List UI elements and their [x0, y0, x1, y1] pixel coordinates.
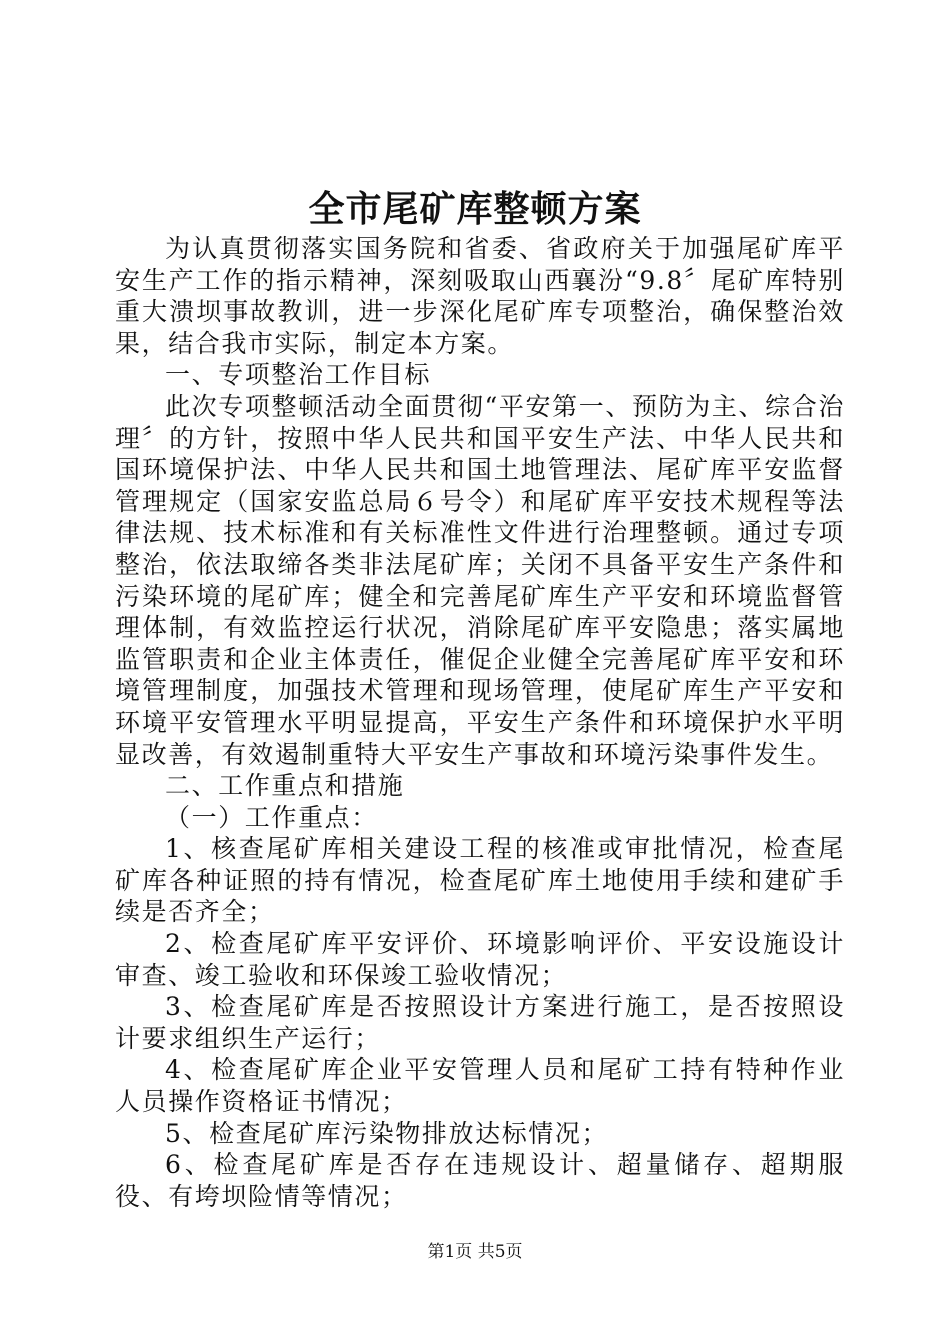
- document-title: 全市尾矿库整顿方案: [308, 188, 642, 230]
- section-1-paragraph: 此次专项整顿活动全面贯彻“平安第一、预防为主、综合治理〞的方针，按照中华人民共和国平安生产法、中华人民共和国环境保护法、中华人民共和国土地管理法、尾矿库平安监督管理规定（国家安监总局６号令）和尾矿库平安技术规程等法律法规、技术标准和有关标准性文件进行治理整顿。通过专项整治，依法取缔各类非法尾矿库；关闭不具备平安生产条件和污染环境的尾矿库；健全和完善尾矿库生产平安和环境监督管理体制，有效监控运行状况，消除尾矿库平安隐患；落实属地监管职责和企业主体责任，催促企业健全完善尾矿库平安和环境管理制度，加强技术管理和现场管理，使尾矿库生产平安和环境平安管理水平明显提高，平安生产条件和环境保护水平明显改善，有效遏制重特大平安生产事故和环境污染事件发生。: [115, 391, 845, 769]
- list-item: 6、检查尾矿库是否存在违规设计、超量储存、超期服役、有垮坝险情等情况；: [115, 1150, 845, 1211]
- list-item: 3、检查尾矿库是否按照设计方案进行施工，是否按照设计要求组织生产运行；: [115, 992, 845, 1053]
- list-item: 4、检查尾矿库企业平安管理人员和尾矿工持有特种作业人员操作资格证书情况；: [115, 1055, 845, 1117]
- list-item: 1、核查尾矿库相关建设工程的核准或审批情况，检查尾矿库各种证照的持有情况，检查尾矿库土地使用手续和建矿手续是否齐全；: [115, 834, 845, 927]
- document-body: [115, 233, 845, 1212]
- page-footer: 第1页 共5页: [427, 1242, 523, 1262]
- intro-paragraph: 为认真贯彻落实国务院和省委、省政府关于加强尾矿库平安生产工作的指示精神，深刻吸取山西襄汾“9.8〞尾矿库特别重大溃坝事故教训，进一步深化尾矿库专项整治，确保整治效果，结合我市实际，制定本方案。: [115, 234, 845, 358]
- list-item: 2、检查尾矿库平安评价、环境影响评价、平安设施设计审查、竣工验收和环保竣工验收情况；: [115, 929, 845, 990]
- subsection-1-heading: （一）工作重点：: [165, 802, 378, 832]
- list-item: 5、检查尾矿库污染物排放达标情况；: [165, 1118, 609, 1148]
- section-1-heading: 一、专项整治工作目标: [165, 360, 432, 390]
- section-2-heading: 二、工作重点和措施: [165, 771, 405, 801]
